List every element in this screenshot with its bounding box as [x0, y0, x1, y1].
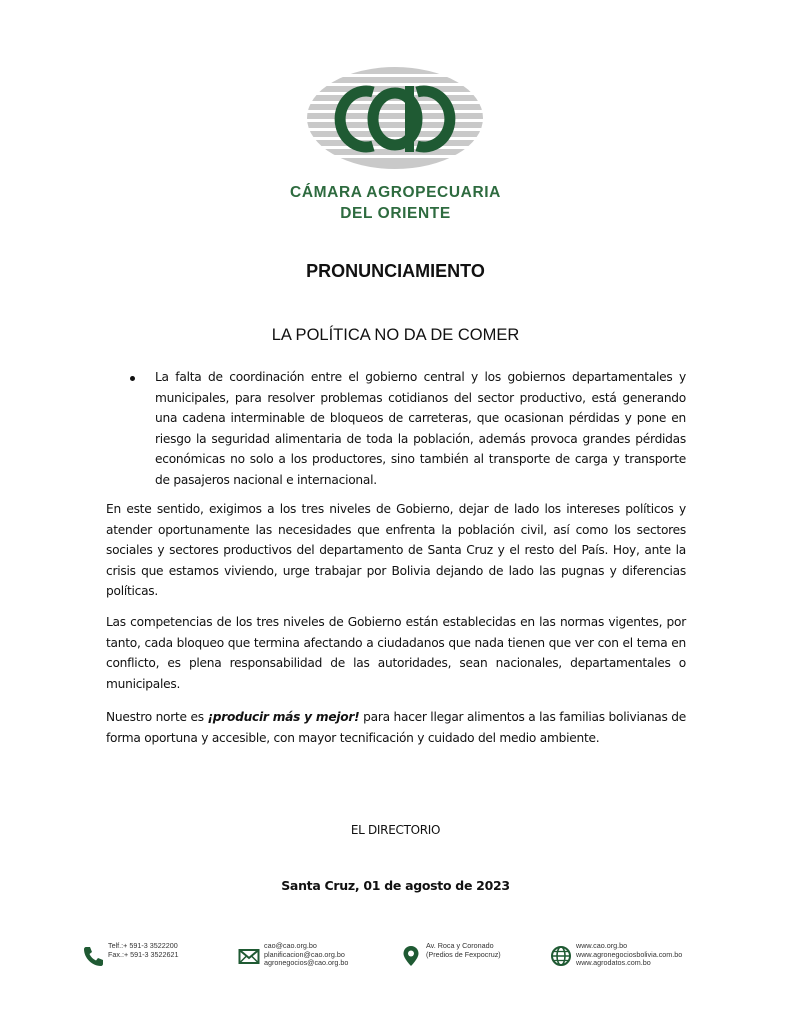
globe-icon [550, 945, 572, 967]
paragraph-3 [106, 707, 686, 748]
logo-gray-stripes [305, 67, 485, 169]
footer-address-line1: Av. Roca y Coronado [426, 941, 494, 950]
footer-web-line3: www.agrodatos.com.bo [576, 958, 651, 968]
document-subtitle: LA POLÍTICA NO DA DE COMER [271, 326, 520, 344]
logo-letter-stem [405, 86, 414, 152]
location-pin-icon [400, 945, 422, 967]
document-title: PRONUNCIAMIENTO [306, 261, 485, 281]
footer-web-line2: www.agronegociosbolivia.com.bo [576, 949, 683, 959]
paragraph-1: En este sentido, exigimos a los tres niveles de Gobierno, dejar de lado los intereses políticos y atender oportunamente las necesidades que enfrenta la población civil, así como los sectores sociales y sectores productivos del departamento de Santa Cruz y el resto del País. Hoy, ante la crisis que estamos viviendo, urge trabajar por Bolivia dejando de lado las pugnas y diferencias políticas. [106, 502, 686, 598]
footer-web-line1: www.cao.org.bo [576, 941, 628, 950]
footer-phone-line1: Telf.:+ 591-3 3522200 [108, 941, 178, 950]
paragraph-3-emphasis: ¡producir más y mejor! [207, 710, 360, 724]
bullet-text: La falta de coordinación entre el gobierno central y los gobiernos departamentales y municipales, para resolver problemas cotidianos del sector productivo, está generando una cadena interminable de bloqueos de carreteras, que ocasionan pérdidas y pone en riesgo la seguridad alimentaria de toda la población, además provoca grandes pérdidas económicas no solo a los productores, sino también al transporte de carga y transporte de pasajeros nacional e internacional. [155, 370, 686, 487]
footer [0, 942, 791, 974]
cao-logo-graphic [305, 66, 485, 171]
cao-logo [305, 66, 485, 171]
bullet-dot-icon [130, 376, 135, 381]
footer-email-line3: agronegocios@cao.org.bo [264, 958, 349, 968]
signature: EL DIRECTORIO [350, 823, 441, 837]
paragraph-2: Las competencias de los tres niveles de Gobierno están establecidas en las normas vigentes, por tanto, cada bloqueo que termina afectando a ciudadanos que nada tienen que ver con el tema en conflicto, es plena responsabilidad de las autoridades, sean nacionales, departamentales o municipales. [106, 615, 686, 691]
footer-email-line1: cao@cao.org.bo [264, 941, 317, 950]
envelope-icon [238, 945, 260, 967]
org-name-line2: DEL ORIENTE [340, 205, 451, 222]
footer-address-line2: (Predios de Fexpocruz) [426, 949, 501, 959]
paragraph-3-prefix: Nuestro norte es [106, 710, 208, 724]
footer-email-line2: planificacion@cao.org.bo [264, 949, 345, 959]
footer-phone-line2: Fax.:+ 591-3 3522621 [108, 949, 179, 959]
place-date: Santa Cruz, 01 de agosto de 2023 [281, 878, 510, 893]
phone-icon [82, 945, 104, 967]
org-name-line1: CÁMARA AGROPECUARIA [290, 184, 501, 201]
paragraph-3-suffix: para hacer llegar alimentos a las familias bolivianas de forma oportuna y accesible, con mayor tecnificación y cuidado del medio ambiente. [106, 710, 687, 745]
